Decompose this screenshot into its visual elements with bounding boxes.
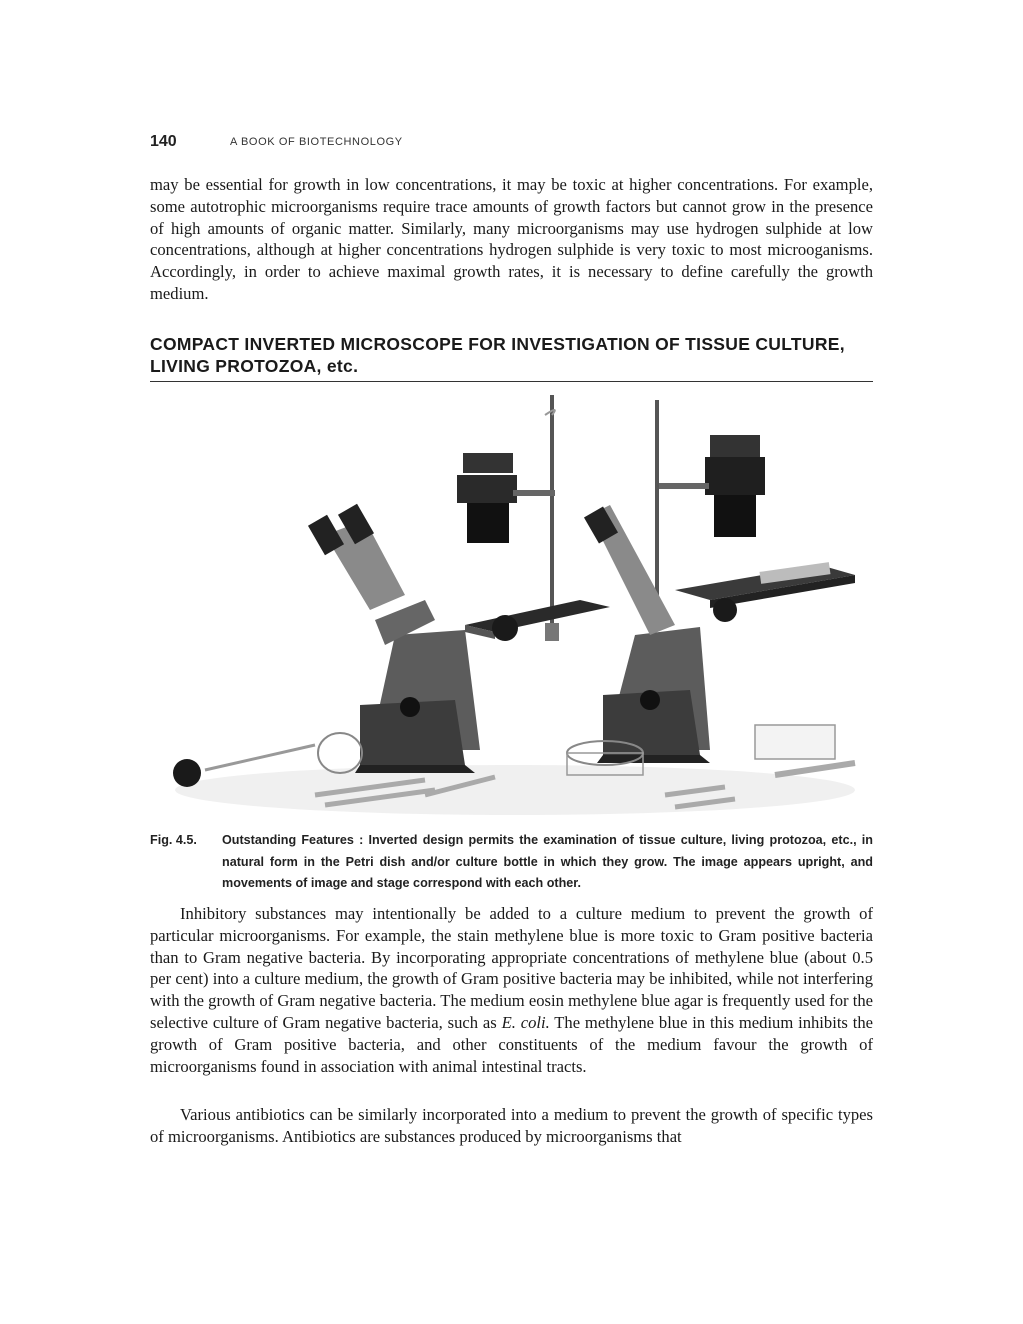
italic-species-name: E. coli. [501, 1012, 550, 1032]
figure-caption-text: Outstanding Features : Inverted design permits the examination of tissue culture, living protozoa, etc., in natural form in the Petri dish and/or culture bottle in which they grow. The image appears upright, and movements of image and stage correspond with each other. [222, 833, 873, 890]
paragraph-2 [150, 903, 873, 1077]
section-heading: COMPACT INVERTED MICROSCOPE FOR INVESTIGATION OF TISSUE CULTURE, LIVING PROTOZOA, etc. [150, 334, 845, 376]
heading-rule [150, 381, 873, 382]
figure-label: Fig. 4.5. [150, 833, 197, 847]
microscope-photo [165, 395, 865, 825]
running-head [150, 133, 403, 151]
paragraph-2-text-b: The methylene blue in this medium inhibits the growth of Gram positive bacteria, and other constituents of the medium favour the growth of microorganisms found in association with animal intestinal tracts. [150, 1012, 874, 1076]
figure-caption [150, 830, 873, 895]
paragraph-2-text-a: Inhibitory substances may intentionally be added to a culture medium to prevent the growth of particular microorganisms. For example, the stain methylene blue is more toxic to Gram positive bacteria than to Gram negative bacteria. By incorporating appropriate concentrations of methylene blue (about 0.5 per cent) into a culture medium, the growth of Gram positive bacteria may be inhibited, while not interfering with the growth of Gram negative bacteria. The medium eosin methylene blue agar is frequently used for the selective culture of Gram negative bacteria, such as [150, 904, 873, 1032]
page-number: 140 [150, 133, 177, 150]
book-title: A BOOK OF BIOTECHNOLOGY [230, 136, 403, 148]
paragraph-1: may be essential for growth in low concentrations, it may be toxic at higher concentrations. For example, some autotrophic microorganisms require trace amounts of growth factors but cannot grow in the presence of high amounts of organic matter. Similarly, many microorganisms may use hydrogen sulphide at low concentrations, although at higher concentrations hydrogen sulphide is very toxic to most microoganisms. Accordingly, in order to achieve maximal growth rates, it is necessary to define carefully the growth medium. [150, 175, 873, 303]
paragraph-3: Various antibiotics can be similarly incorporated into a medium to prevent the growth of specific types of microorganisms. Antibiotics are substances produced by microorganisms that [150, 1105, 873, 1146]
